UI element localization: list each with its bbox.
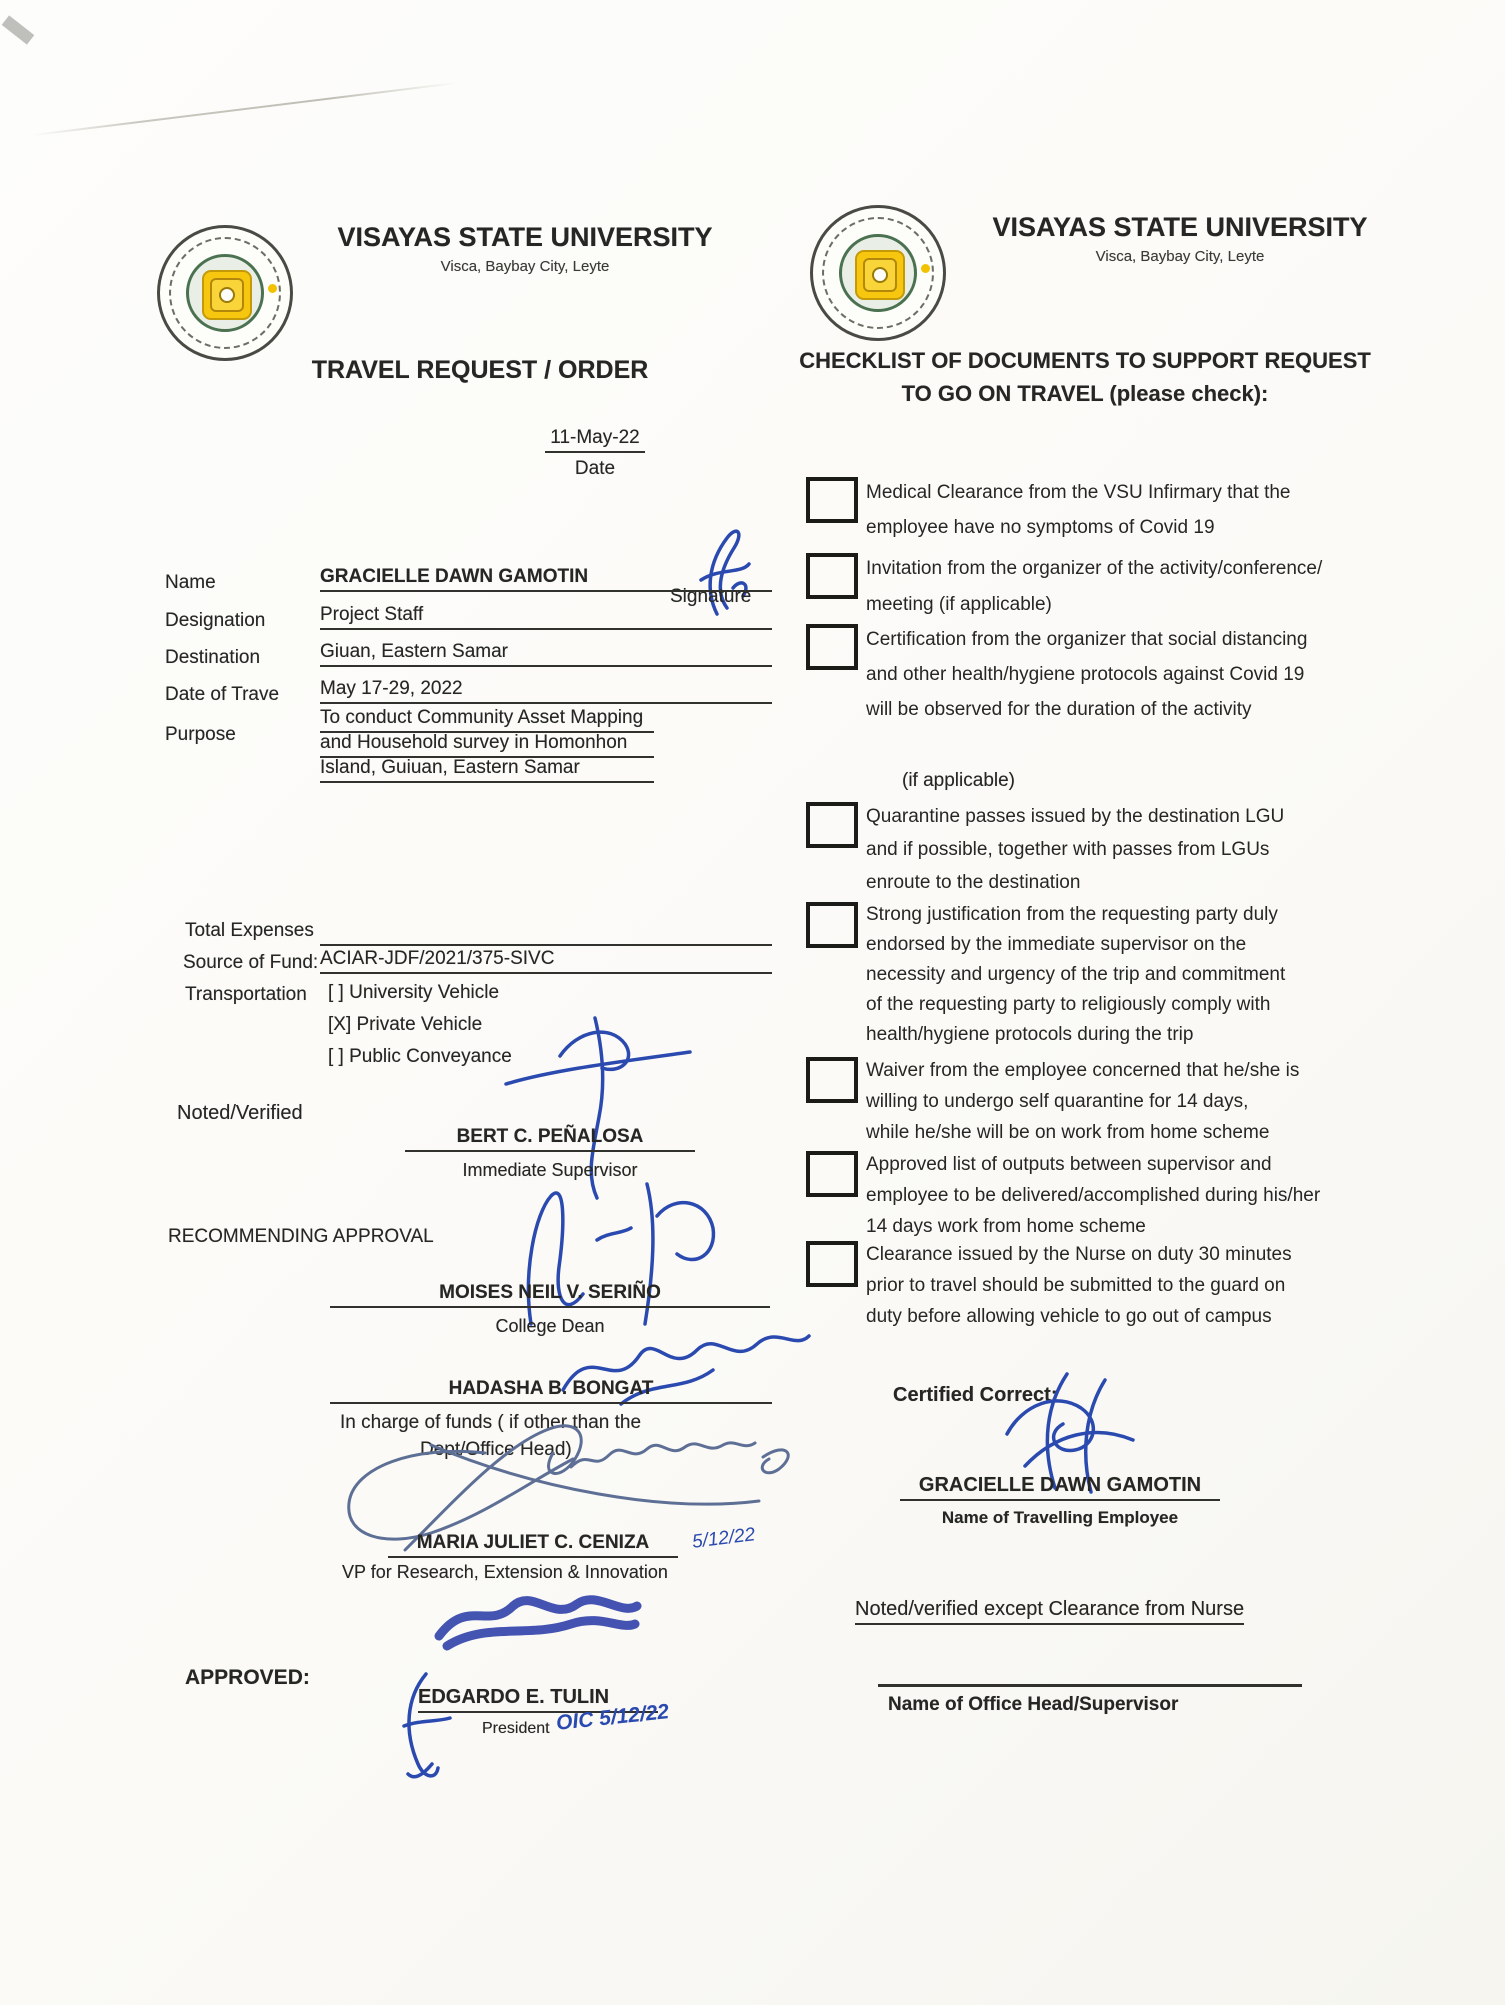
left-university-address: Visca, Baybay City, Leyte	[440, 258, 610, 275]
field-value-name: GRACIELLE DAWN GAMOTIN	[320, 566, 772, 592]
checklist-item-nurse-clearance	[806, 1239, 1292, 1332]
checklist-item-strong-justification	[806, 900, 1285, 1050]
checklist-line: Medical Clearance from the VSU Infirmary that the	[866, 482, 1291, 503]
recommending-approval-label: RECOMMENDING APPROVAL	[168, 1226, 434, 1247]
checklist-item-certification	[806, 622, 1307, 727]
scan-artifact-line	[31, 82, 458, 136]
checklist-line: will be observed for the duration of the activity	[866, 699, 1252, 720]
noted-except-nurse-text: Noted/verified except Clearance from Nurse	[855, 1598, 1244, 1625]
checkbox-nurse-clearance[interactable]	[806, 1241, 858, 1287]
checklist-line: Invitation from the organizer of the activity/conference/	[866, 558, 1323, 579]
left-university-title: VISAYAS STATE UNIVERSITY	[337, 222, 713, 252]
transport-option-public: [ ] Public Conveyance	[328, 1046, 512, 1067]
travelling-employee-name: GRACIELLE DAWN GAMOTIN	[900, 1474, 1220, 1501]
checklist-line: Clearance issued by the Nurse on duty 30 minutes	[866, 1244, 1292, 1265]
source-of-fund-label: Source of Fund:	[183, 952, 319, 973]
right-university-address: Visca, Baybay City, Leyte	[1095, 248, 1265, 265]
checklist-line: Approved list of outputs between supervisor and	[866, 1154, 1272, 1175]
checklist-item-invitation	[806, 551, 1322, 623]
checklist-line: prior to travel should be submitted to the guard on	[866, 1275, 1286, 1296]
president-title: President	[482, 1720, 550, 1737]
checkbox-invitation[interactable]	[806, 553, 858, 599]
signature-edgardo-tulin	[425, 1578, 650, 1663]
checklist-line: Quarantine passes issued by the destination LGU	[866, 806, 1285, 827]
checklist-item-quarantine-passes	[806, 800, 1284, 899]
scan-artifact-corner	[2, 15, 35, 44]
source-of-fund-value: ACIAR-JDF/2021/375-SIVC	[320, 948, 772, 974]
approved-label: APPROVED:	[185, 1666, 310, 1689]
vp-name: MARIA JULIET C. CENIZA	[388, 1532, 678, 1558]
purpose-line-2: and Household survey in Homonhon	[320, 732, 654, 758]
checklist-line: Waiver from the employee concerned that he/she is	[866, 1060, 1300, 1081]
dean-name: MOISES NEIL V. SERIÑO	[330, 1282, 770, 1308]
signature-moises-serino	[505, 1172, 735, 1332]
checklist-line: and if possible, together with passes from LGUs	[866, 839, 1270, 860]
office-head-signature-line	[878, 1684, 1302, 1687]
office-head-label: Name of Office Head/Supervisor	[888, 1694, 1179, 1715]
funds-title-line2: Dept/Office Head)	[420, 1439, 572, 1460]
funds-name: HADASHA B. BONGAT	[330, 1378, 772, 1404]
checklist-line: meeting (if applicable)	[866, 594, 1052, 615]
field-label-travel-date: Date of Trave	[165, 684, 280, 705]
vsu-seal-icon-right	[810, 205, 946, 341]
checklist-item-medical-clearance	[806, 475, 1291, 545]
field-label-purpose: Purpose	[165, 724, 236, 745]
transportation-label: Transportation	[185, 984, 307, 1005]
checkbox-certification[interactable]	[806, 624, 858, 670]
date-value: 11-May-22	[545, 427, 645, 453]
field-value-destination: Giuan, Eastern Samar	[320, 641, 772, 667]
checkbox-quarantine-passes[interactable]	[806, 802, 858, 848]
purpose-line-3: Island, Guiuan, Eastern Samar	[320, 757, 654, 783]
field-value-travel-date: May 17-29, 2022	[320, 678, 772, 704]
transport-option-university: [ ] University Vehicle	[328, 982, 500, 1003]
president-handwritten-note: OIC 5/12/22	[555, 1700, 671, 1735]
president-name: EDGARDO E. TULIN	[418, 1686, 658, 1713]
date-label: Date	[574, 458, 616, 479]
checklist-line: and other health/hygiene protocols against Covid 19	[866, 664, 1305, 685]
checklist-line: employee have no symptoms of Covid 19	[866, 517, 1215, 538]
field-label-destination: Destination	[165, 647, 261, 668]
supervisor-name: BERT C. PEÑALOSA	[405, 1126, 695, 1152]
checklist-item-approved-outputs	[806, 1149, 1320, 1242]
field-label-name: Name	[165, 572, 216, 593]
if-applicable-note: (if applicable)	[902, 770, 1015, 791]
funds-title-line1: In charge of funds ( if other than the	[340, 1412, 642, 1433]
checklist-line: health/hygiene protocols during the trip	[866, 1024, 1194, 1045]
field-label-designation: Designation	[165, 610, 266, 631]
checklist-line: of the requesting party to religiously comply with	[866, 994, 1271, 1015]
vsu-seal-icon	[157, 225, 293, 361]
certified-correct-label: Certified Correct:	[893, 1384, 1058, 1406]
checklist-title-line1: CHECKLIST OF DOCUMENTS TO SUPPORT REQUEST	[799, 348, 1371, 373]
checkbox-approved-outputs[interactable]	[806, 1151, 858, 1197]
checkbox-waiver[interactable]	[806, 1057, 858, 1103]
checklist-line: endorsed by the immediate supervisor on the	[866, 934, 1247, 955]
total-expenses-blank-line	[320, 944, 772, 946]
supervisor-title: Immediate Supervisor	[462, 1160, 638, 1180]
total-expenses-label: Total Expenses	[185, 920, 314, 941]
signature-label: Signature	[670, 586, 752, 607]
checklist-line: Certification from the organizer that social distancing	[866, 629, 1308, 650]
checklist-item-waiver	[806, 1055, 1299, 1148]
noted-verified-label: Noted/Verified	[177, 1102, 303, 1124]
checkbox-medical-clearance[interactable]	[806, 477, 858, 523]
checklist-line: enroute to the destination	[866, 872, 1081, 893]
checklist-line: while he/she will be on work from home scheme	[866, 1122, 1270, 1143]
checkbox-strong-justification[interactable]	[806, 902, 858, 948]
vp-title: VP for Research, Extension & Innovation	[342, 1562, 668, 1582]
dean-title: College Dean	[495, 1316, 605, 1336]
form-title: TRAVEL REQUEST / ORDER	[311, 356, 649, 384]
checklist-line: 14 days work from home scheme	[866, 1216, 1146, 1237]
checklist-title-line2: TO GO ON TRAVEL (please check):	[901, 381, 1269, 406]
right-university-title: VISAYAS STATE UNIVERSITY	[992, 212, 1368, 242]
travelling-employee-title: Name of Travelling Employee	[941, 1508, 1179, 1527]
checklist-line: necessity and urgency of the trip and commitment	[866, 964, 1286, 985]
checklist-line: duty before allowing vehicle to go out of campus	[866, 1306, 1272, 1327]
checklist-line: Strong justification from the requesting party duly	[866, 904, 1278, 925]
checklist-line: employee to be delivered/accomplished during his/her	[866, 1185, 1321, 1206]
checklist-line: willing to undergo self quarantine for 14 days,	[866, 1091, 1249, 1112]
field-value-designation: Project Staff	[320, 604, 772, 630]
purpose-line-1: To conduct Community Asset Mapping	[320, 707, 654, 733]
vp-handwritten-date: 5/12/22	[690, 1524, 757, 1553]
transport-option-private: [X] Private Vehicle	[328, 1014, 483, 1035]
